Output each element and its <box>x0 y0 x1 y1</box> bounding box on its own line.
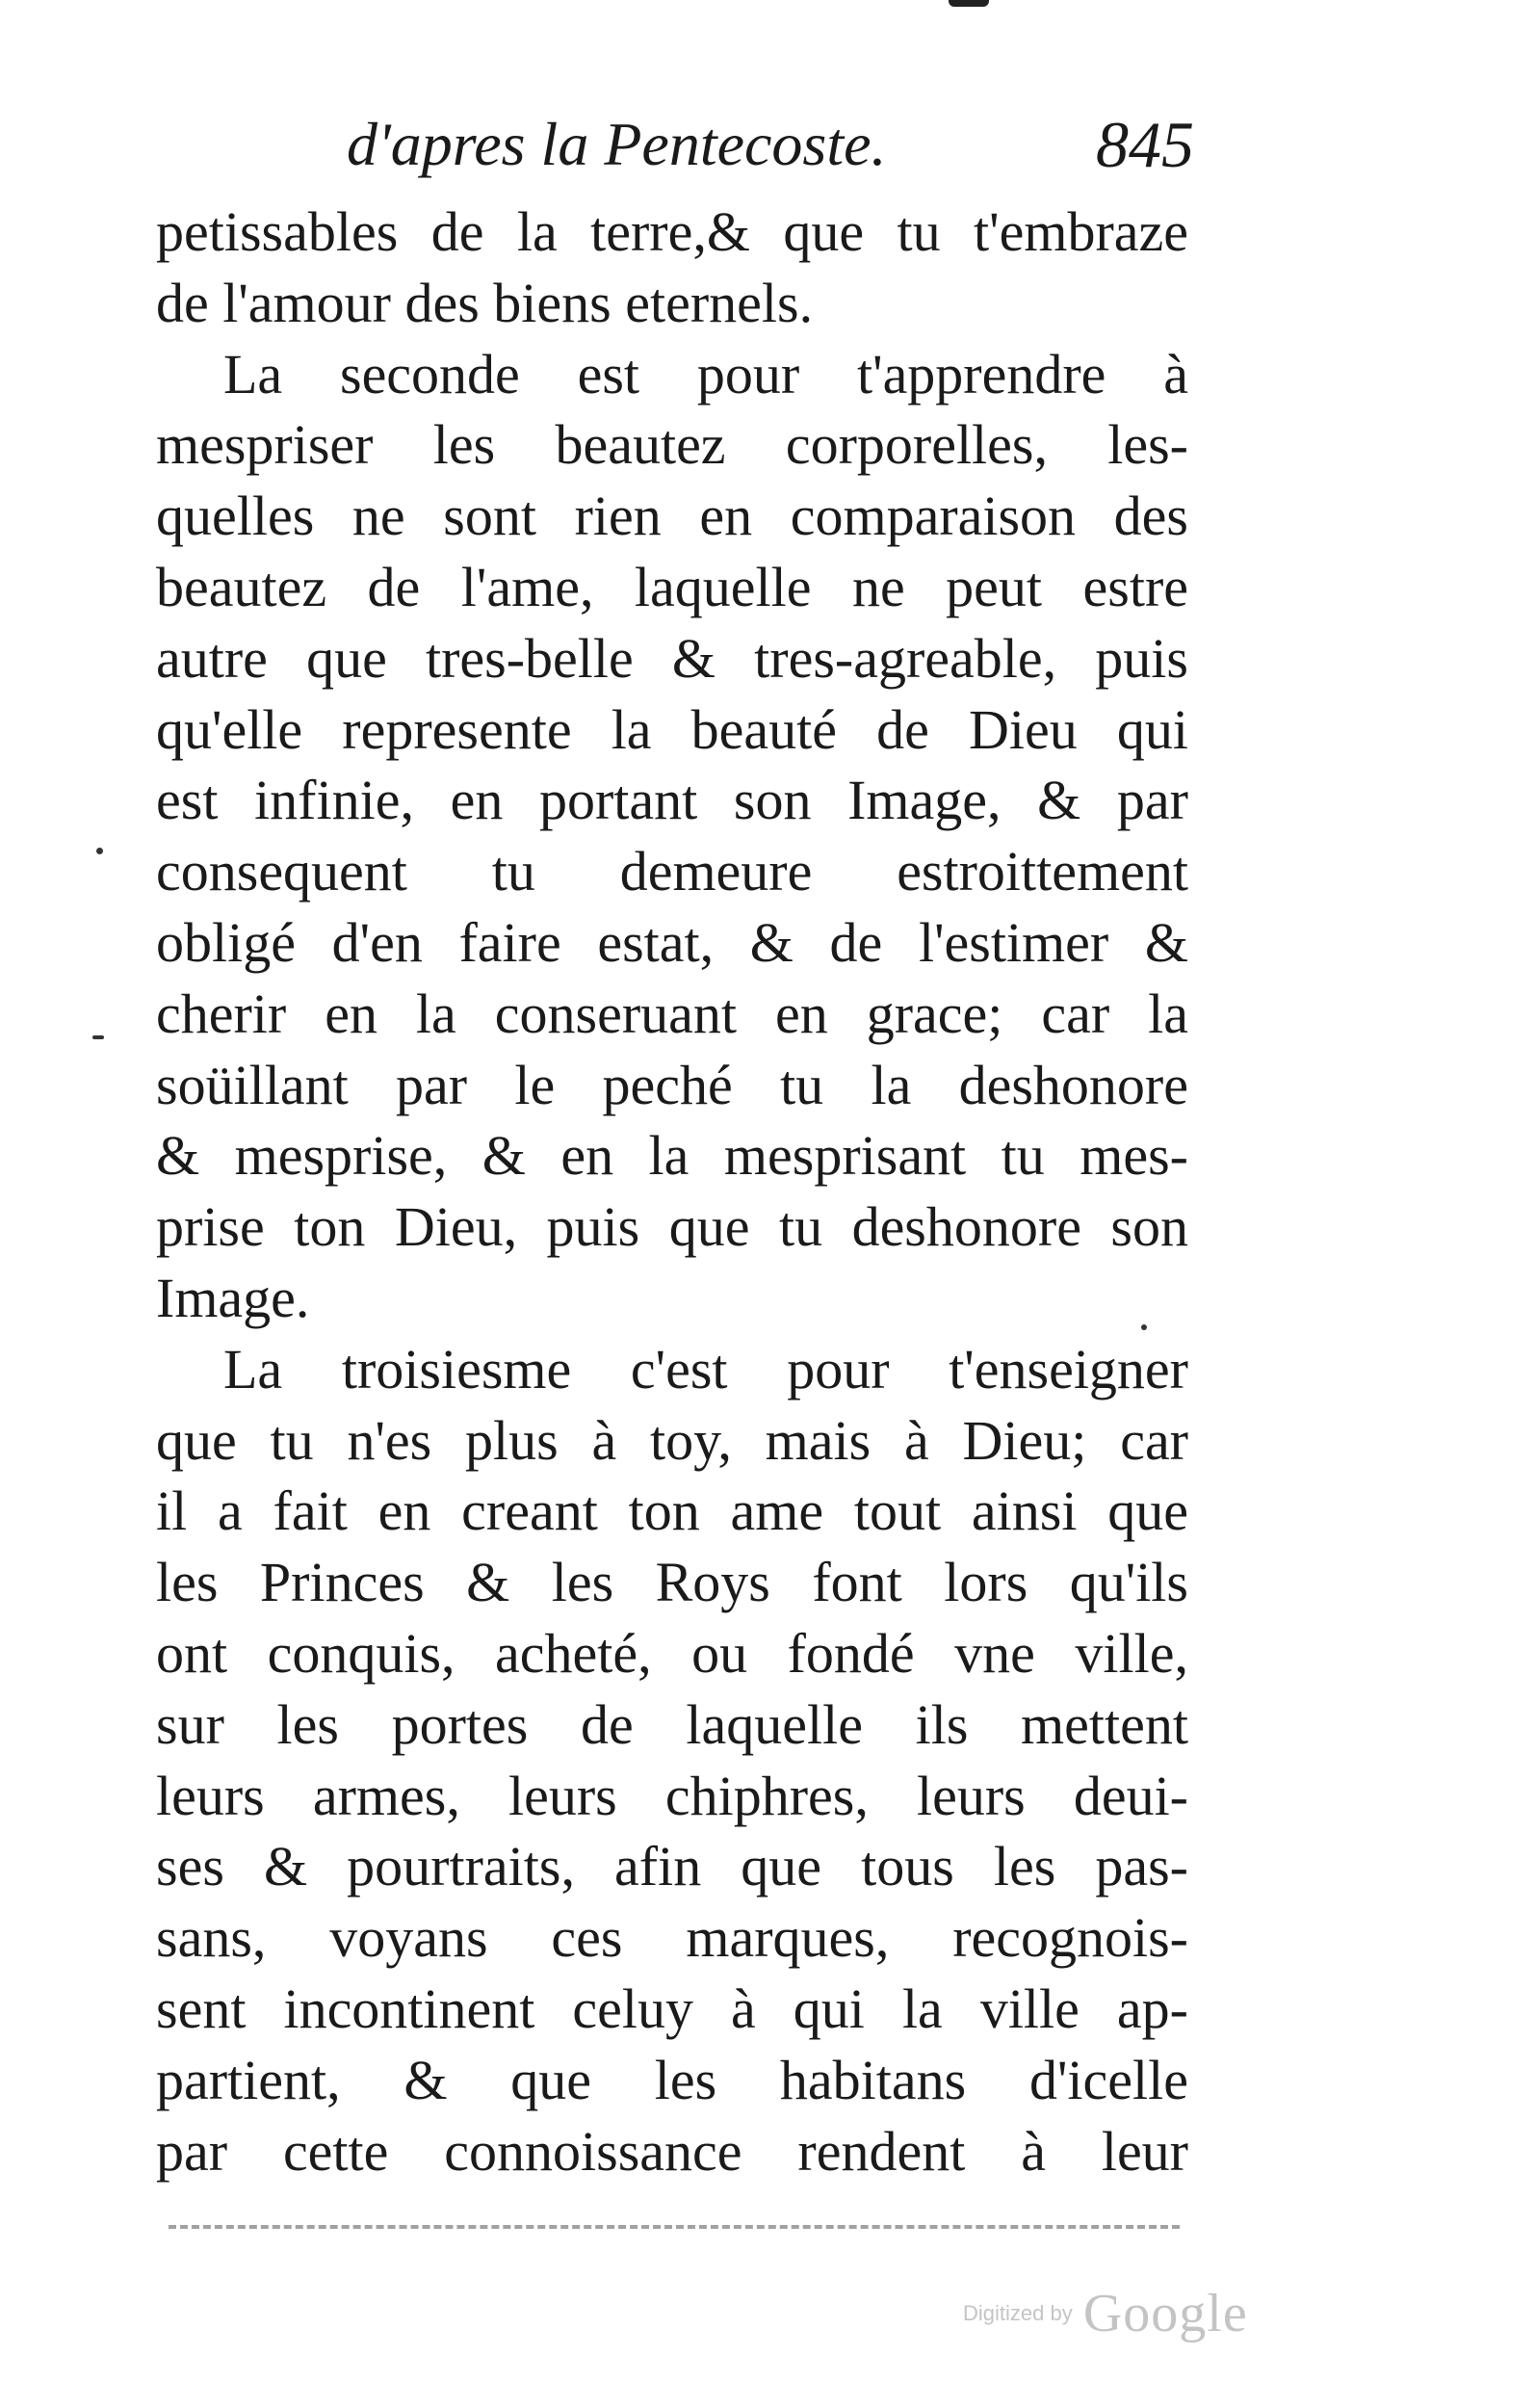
text-line: prise ton Dieu, puis que tu deshonore son <box>156 1195 1188 1259</box>
text-line: les Princes & les Roys font lors qu'ils <box>156 1551 1188 1614</box>
text-line: sur les portes de laquelle ils mettent <box>156 1692 1188 1756</box>
text-line: partient, & que les habitans d'icelle <box>156 2048 1188 2111</box>
running-head <box>347 106 1213 183</box>
text-line: soüillant par le peché tu la deshonore <box>156 1053 1188 1116</box>
ink-speck <box>96 848 103 854</box>
ink-speck <box>1141 1324 1147 1330</box>
text-line: La troisiesme c'est pour t'enseigner <box>223 1337 1188 1400</box>
text-line: consequent tu demeure estroittement <box>156 840 1188 903</box>
running-title: d'apres la Pentecoste. <box>347 110 887 178</box>
body-text <box>156 196 1188 2186</box>
text-line: Image. <box>156 1266 310 1329</box>
digitization-watermark <box>963 2283 1248 2350</box>
text-line: petissables de la terre,& que tu t'embraze <box>156 200 1188 263</box>
text-line: cherir en la conseruant en grace; car la <box>156 982 1188 1045</box>
watermark-prefix: Digitized by <box>963 2301 1073 2325</box>
text-line: & mesprise, & en la mesprisant tu mes- <box>156 1124 1188 1188</box>
text-line: que tu n'es plus à toy, mais à Dieu; car <box>156 1408 1188 1472</box>
text-line: beautez de l'ame, laquelle ne peut estre <box>156 555 1188 618</box>
text-line: leurs armes, leurs chiphres, leurs deui- <box>156 1764 1188 1827</box>
text-line: ont conquis, acheté, ou fondé vne ville, <box>156 1621 1188 1685</box>
watermark-brand: Google <box>1082 2284 1248 2343</box>
text-line: est infinie, en portant son Image, & par <box>156 769 1188 832</box>
footer-rule <box>169 2225 1180 2229</box>
page-edge-mark <box>949 0 989 7</box>
ink-speck <box>92 1035 104 1039</box>
text-line: ses & pourtraits, afin que tous les pas- <box>156 1835 1188 1898</box>
text-line: qu'elle represente la beauté de Dieu qui <box>156 697 1188 761</box>
text-line: La seconde est pour t'apprendre à <box>223 342 1188 406</box>
text-line: quelles ne sont rien en comparaison des <box>156 484 1188 548</box>
text-line: de l'amour des biens eternels. <box>156 271 814 334</box>
text-line: obligé d'en faire estat, & de l'estimer & <box>156 910 1188 974</box>
text-line: autre que tres-belle & tres-agreable, puis <box>156 626 1188 690</box>
text-line: sent incontinent celuy à qui la ville ap- <box>156 1976 1188 2040</box>
text-line: mespriser les beautez corporelles, les- <box>156 413 1188 477</box>
text-line: il a fait en creant ton ame tout ainsi que <box>156 1479 1188 1543</box>
text-line: par cette connoissance rendent à leur <box>156 2119 1188 2183</box>
text-line: sans, voyans ces marques, recognois- <box>156 1906 1188 1970</box>
page-number: 845 <box>1096 108 1194 181</box>
